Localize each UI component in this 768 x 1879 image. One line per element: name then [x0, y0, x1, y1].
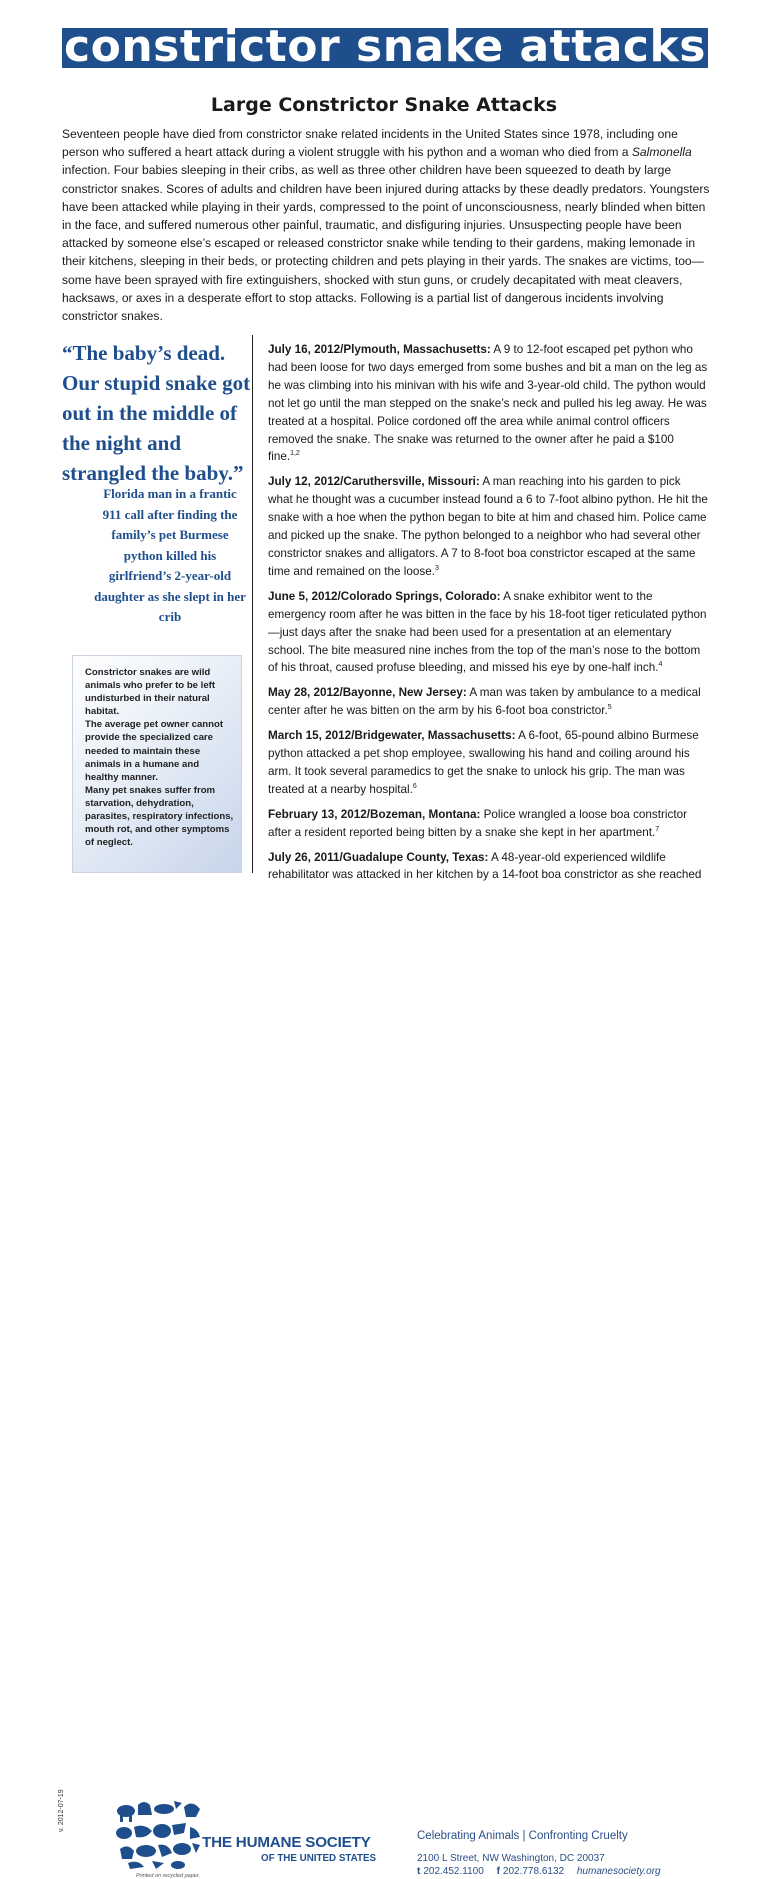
incident-item: [268, 849, 708, 885]
pull-quote-attribution: Florida man in a frantic 911 call after finding the family’s pet Burmese python killed his girlfriend’s 2-year-old daughter as she slept in her crib: [94, 486, 246, 624]
incident-body: A man was taken by ambulance to a medical center after he was bitten on the arm by his 6-foot boa constrictor.: [268, 686, 701, 718]
document-title: Large Constrictor Snake Attacks: [210, 94, 558, 116]
incident-footnote-ref: 5: [607, 704, 612, 712]
incident-body: A 9 to 12-foot escaped pet python who had been loose for two days emerged from some bushes and bit a man on the leg as he was climbing into his minivan with his wife and 3-year-old child. The python would not let go until the man stepped on the snake’s neck and pulled his leg away. He was treated at a hospital. Police cordoned off the area while animal control officers removed the snake. The snake was returned to the owner after he paid a $100 fine.: [268, 343, 708, 464]
recycled-paper-note: Printed on recycled paper.: [136, 1873, 200, 1879]
incident-footnote-ref: 7: [655, 825, 660, 833]
incident-footnote-ref: 3: [434, 564, 439, 572]
footer: [0, 895, 768, 1879]
incident-body: A 48-year-old experienced wildlife rehabilitator was attacked in her kitchen by a 14-foot boa constrictor as she reached: [268, 850, 702, 882]
incident-footnote-ref: 6: [412, 782, 417, 790]
contact-line: [417, 1866, 661, 1877]
tagline: Celebrating Animals | Confronting Cruelty: [417, 1830, 628, 1842]
fact-2: The average pet owner cannot provide the specialized care needed to maintain these animals in a humane and healthy manner.: [85, 719, 224, 783]
intro-italic-term: Salmonella: [631, 145, 692, 160]
incident-heading: July 12, 2012/Caruthersville, Missouri:: [268, 475, 480, 489]
incident-heading: June 5, 2012/Colorado Springs, Colorado:: [268, 589, 501, 603]
incident-item: [268, 684, 708, 720]
incident-heading: July 26, 2011/Guadalupe County, Texas:: [268, 850, 489, 864]
pull-quote: “The baby’s dead. Our stupid snake got out in the middle of the night and strangled the baby.”: [62, 341, 251, 485]
organization-name: THE HUMANE SOCIETY: [202, 1834, 371, 1851]
incident-body: A snake exhibitor went to the emergency room after he was bitten in the face by his 18-foot tiger reticulated python—just days after the snake had been used for a presentation at an elementary school. The bite measured nine inches from the top of the man’s nose to the bottom of his throat, caused profuse bleeding, and missed his eye by one-half inch.: [268, 589, 707, 675]
incident-item: [268, 588, 708, 678]
incident-heading: July 16, 2012/Plymouth, Massachusetts:: [268, 343, 491, 356]
incident-heading: February 13, 2012/Bozeman, Montana:: [268, 807, 481, 821]
mailing-address: 2100 L Street, NW Washington, DC 20037: [417, 1853, 605, 1864]
fact-1: Constrictor snakes are wild animals who prefer to be left undisturbed in their natural habitat.: [85, 667, 216, 718]
website-link[interactable]: humanesociety.org: [576, 1866, 661, 1877]
fact-3: Many pet snakes suffer from starvation, dehydration, parasites, respiratory infections, mouth rot, and other symptoms of neglect.: [85, 784, 234, 849]
facts-sidebar-box: [72, 655, 242, 873]
incident-item: [268, 727, 708, 799]
intro-text-start: Seventeen people have died from constrictor snake related incidents in the United States since 1978, including one person who suffered a heart attack during a violent struggle with his python and a woman who died from a: [62, 127, 678, 160]
phone-number: 202.452.1100: [423, 1866, 484, 1877]
intro-text-end: infection. Four babies sleeping in their cribs, as well as three other children have been squeezed to death by large constrictor snakes. Scores of adults and children have been injured during attacks by these deadly predators. Youngsters have been attacked while playing in their yards, compressed to the point of unconsciousness, nearly blinded when bitten in the face, and suffered numerous other painful, traumatic, and disfiguring injuries. Unsuspecting people have been attacked by someone else’s escaped or released constrictor snake while tending to their gardens, making lemonade in their kitchens, sleeping in their beds, or protecting children and pets playing in their yards. The snakes are victims, too—some have been sprayed with fire extinguishers, shocked with stun guns, or crudely decapitated with meat cleavers, hacksaws, or axes in a desperate effort to stop attacks. Following is a partial list of dangerous incidents involving constrictor snakes.: [62, 163, 710, 324]
incident-list: [268, 341, 708, 891]
banner-title: constrictor snake attacks: [64, 21, 706, 72]
header-banner: [62, 21, 708, 72]
incident-body: A 6-foot, 65-pound albino Burmese python attacked a pet shop employee, swallowing his hand and coiling around his arm. It took several paramedics to get the snake to unlock his grip. The man was treated at a nearby hospital.: [268, 729, 699, 796]
incident-footnote-ref: 4: [658, 661, 663, 669]
column-divider: [252, 335, 253, 873]
incident-item: [268, 341, 708, 466]
incident-body: A man reaching into his garden to pick what he thought was a cucumber instead found a 6 to 7-foot albino python. He hit the snake with a hoe when the python began to bite at him and chased him. Police came and picked up the snake. The python belonged to a neighbor who had several other constrictor snakes and alligators. A 7 to 8-foot boa constrictor escaped at the same time and remained on the loose.: [268, 475, 708, 578]
version-label: v. 2012-07-19: [58, 1789, 65, 1832]
incident-item: [268, 806, 708, 842]
organization-subtitle: OF THE UNITED STATES: [261, 1853, 377, 1864]
phone-label: t: [417, 1866, 421, 1877]
intro-paragraph: [62, 125, 712, 325]
incident-heading: March 15, 2012/Bridgewater, Massachusetts:: [268, 729, 516, 743]
incident-footnote-ref: 1,2: [290, 450, 300, 458]
fax-number: 202.778.6132: [502, 1866, 565, 1877]
incident-item: [268, 473, 708, 580]
incident-heading: May 28, 2012/Bayonne, New Jersey:: [268, 686, 467, 700]
incident-body: Police wrangled a loose boa constrictor after a resident reported being bitten by a snake she kept in her apartment.: [268, 807, 687, 839]
hsus-animals-logo-icon: [112, 1797, 204, 1873]
fax-label: f: [496, 1866, 500, 1877]
